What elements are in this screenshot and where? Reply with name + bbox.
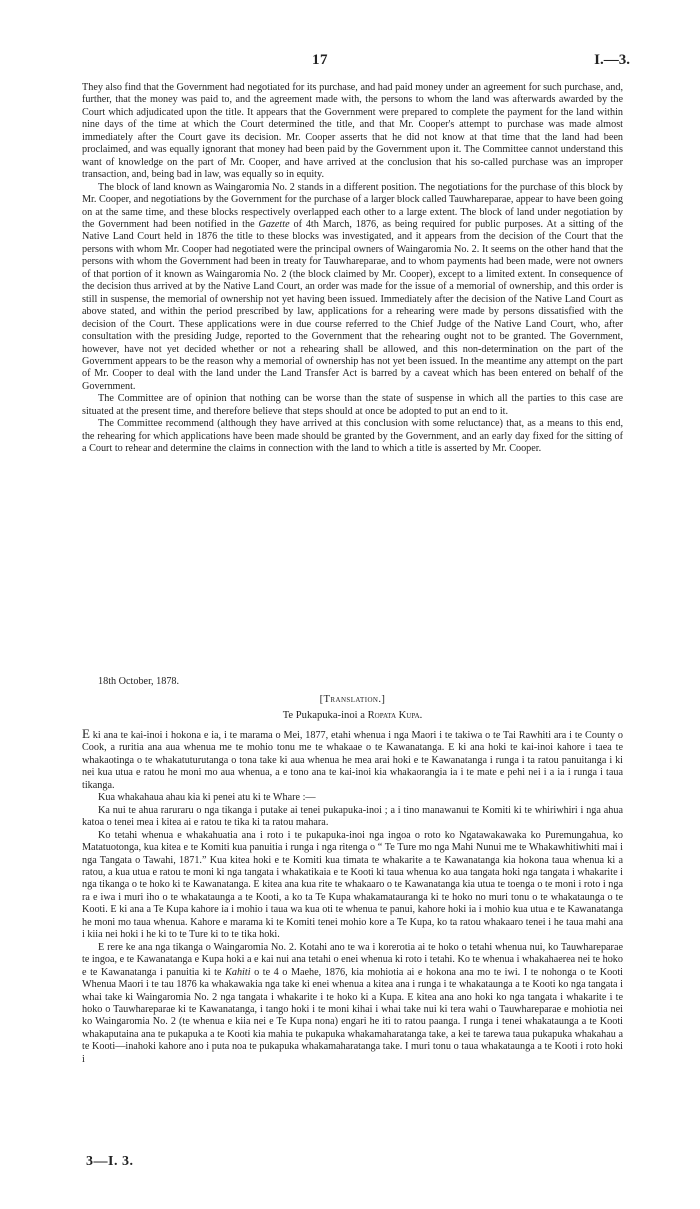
translation-paragraph-4 [82, 942, 623, 1067]
report-paragraph-3: The Committee are of opinion that nothing can be worse than the state of suspense in which all the parties to this case are situated at the present time, and therefore believe that steps should at once be adopted to put an end to it. [82, 393, 623, 417]
translation-title [82, 710, 623, 721]
report-paragraph-2 [82, 182, 623, 394]
translation-opening [82, 728, 623, 792]
page-number: 17 [312, 52, 328, 68]
translation-paragraph-4-part-a: E rere ke ana nga tikanga o Waingaromia No. 2. Kotahi ano te wa i korerotia ai te hoko o tetahi whenua nui, ko Tauwhareparae te ingoa, e te Kawanatanga e Kupa hoki a e kai nui ana tetahi o enei whenua ki roto i tetahi. Ko te whenua i whakahaerea nei te hoko e te Kawanatanga i panuitia ki te [82, 941, 623, 978]
kahiti-word: Kahiti [225, 966, 251, 978]
translation-body [82, 728, 623, 1066]
drop-cap: E [82, 726, 90, 741]
translation-paragraph-4-part-b: o te 4 o Maehe, 1876, kia mohiotia ai e hokona ana mo te iwi. I te nohonga o te Kooti Whenua Maori i te tau 1876 ka whakawakia nga take ki enei whenua a kitea ana i runga i te whakataunga a te Kooti ko nga tangata i whai take ki Waingaromia No. 2 nga tangata i whakarite i te hoko ki a Kupa. E kitea ana ano hoki ko nga tangata i whakarite i te hoko o Tauwhareparae ki te Kawanatanga, i tango hoki i te moni kihai i whai take nui ki tera wahi o Tauwhareparae e mohiotia nei ko Waingaromia No. 2 (te whenua e kiia nei e Te Kupa nona) engari he iti to ratou paanga. I runga i tenei whakataunga a te Kooti whakaputaina ana te pukapuka a te Kooti kia mahia te pukapuka whakamaharatanga take, a kei te tarewa taua pukapuka whakahau a te Kooti—inahoki kahore ano i puta noa te pukapuka whakamaharatanga take. I muri tonu o taua whakataunga a te Kooti i roto hoki i [82, 966, 623, 1065]
translation-paragraph-3: Ko tetahi whenua e whakahuatia ana i roto i te pukapuka-inoi nga ingoa o roto ko Ngatawakawaka ko Puremungahua, ko Matatuotonga, kua kitea e te Komiti kua panuitia i runga i nga ritenga o “ Te Ture mo nga Mahi Nunui me te Whakawhitiwhiti mai i nga Tangata o Tawahi, 1871.” Kua kitea hoki e te Komiti kua timata te whakarite a te Kawanatanga kia hokona taua whenua ki a ratou, a kua utua e ratou te moni ki nga tangata i whakatikaia e te Kooti ki taua whenua ko aua tangata hoki nga tangata i whakarite i nga tikanga o te hoko ki te Kawanatanga. E kitea ana kua rite te whakaaro o te Kawanatanga kia utua te toenga o te moni i roto i nga ra e iwa i muri iho o te whakataunga a te Kooti, a ko ta Te Kupa whakamatauranga ki te hoko no muri tonu o te whakataunga o te Kooti. E ki ana a Te Kupa kahore ia i mohio i taua wa kua oti te whenua te panui, kahore hoki ia i mohio kua utua e te Kawanatanga he moni mo taua whenua. Kahore e marama ki te Komiti tenei mohio kore a Te Kupa, ko ta ratou whakaaro tenei i he taua mahi ana i kiia nei hoki i he ki to te Ture ki to te tika hoki. [82, 829, 623, 941]
gazette-word: Gazette [258, 218, 290, 230]
report-paragraph-1: They also find that the Government had negotiated for its purchase, and had paid money under an agreement for such purchase, and, further, that the money was paid to, and the agreement made with, the persons to whom the land was afterwards awarded by the Court which adjudicated upon the title. It appears that the Government were prepared to complete the payment for the land within nine days of the time at which the Court determined the title, and that Mr. Cooper's attempt to purchase was made almost immediately after the Court gave its decision. Mr. Cooper asserts that he did not know at that time that the land had been proclaimed, and was equally ignorant that money had been paid by the Government upon it. The Committee cannot understand this want of knowledge on the part of Mr. Cooper, and have arrived at the conclusion that his so-called purchase was an improper transaction, and, being bad in law, was equally so in equity. [82, 82, 623, 181]
translation-paragraph-2: Ka nui te ahua raruraru o nga tikanga i putake ai tenei pukapuka-inoi ; a i tino manawanui te Komiti ki te whiriwhiri i nga ahua katoa o tenei mea i kitea ai e ratou te tika ki ta ratou mahara. [82, 804, 623, 829]
translation-heading: [Translation.] [319, 694, 386, 705]
petitioner-name: Ropata Kupa. [367, 710, 423, 721]
report-paragraph-4: The Committee recommend (although they have arrived at this conclusion with some reluctance) that, as a means to this end, the rehearing for which applications have been made should be granted by the Government, and an early day fixed for the sitting of a Court to rehear and determine the claims in connection with the land to which a title is asserted by Mr. Cooper. [82, 418, 623, 455]
report-date: 18th October, 1878. [98, 676, 180, 687]
report-paragraph-2-part-b: of 4th March, 1876, as being required for public purposes. At a sitting of the Native Land Court held in 1876 the title to these blocks was investigated, and it appears from the decision of the Court that the persons with whom Mr. Cooper had negotiated were the principal owners of Waingaromia No. 2. It seems on the other hand that the persons with whom the Government had been in treaty for Tauwhareparae, and to whom payments had been made, were not owners of that portion of it known as Waingaromia No. 2 (the block claimed by Mr. Cooper), except to a limited extent. In consequence of the decision thus arrived at by the Native Land Court, an order was made for the issue of a memorial of ownership, and this order is still in suspense, the memorial of ownership not yet having been issued. Immediately after the decision of the Native Land Court as above stated, and within the period prescribed by law, applications for a rehearing were made by persons dissatisfied with the decision of the Court. These applications were in due course referred to the Chief Judge of the Native Land Court, who, after consultation with the presiding Judge, reported to the Government that the rehearing ought not to be granted. The Government, however, have not yet decided whether or not a rehearing shall be allowed, and this non-determination on the part of the Government appears to be the reason why a memorial of ownership has not yet been issued. In the meantime any attempt on the part of Mr. Cooper to deal with the land under the Land Transfer Act is barred by a caveat which has been entered on behalf of the Government. [82, 218, 623, 392]
report-paragraph-2-part-a: The block of land known as Waingaromia No. 2 stands in a different position. The negotiations for the purchase of this block by Mr. Cooper, and negotiations by the Government for the purchase of a larger block called Tauwhareparae, appear to have been going on at the same time, and these blocks respectively overlapped each other to a large extent. The block of land under negotiation by the Government had been notified in the [82, 181, 623, 230]
translation-paragraph-1: Kua whakahaua ahau kia ki penei atu ki te Whare :— [98, 792, 316, 804]
translation-title-prefix: Te Pukapuka-inoi a [282, 710, 365, 721]
translation-opening-text: ki ana te kai-inoi i hokona e ia, i te marama o Mei, 1877, etahi whenua i nga Maori i te takiwa o te Tai Rawhiti ara i te County o Cook, a ruritia ana aua whenua me te mohio tonu me te whakaae o te Kawanatanga. E ki ana hoki te kai-inoi kahore i taea te whakaotinga o te whakatuturutanga o tona take ki aua whenua he mea arai hoki e te Kawanatanga i runga i ta ratou panuitanga i ki nei kua utua e ratou he moni mo aua whenua, a e tono ana te kai-inoi kia whakaorangia ia i te mate e pehi nei i a ia i runga i taua tikanga. [82, 730, 623, 791]
paper-reference: I.—3. [594, 52, 630, 68]
committee-report [82, 82, 623, 456]
signature-mark: 3—I. 3. [86, 1154, 134, 1169]
